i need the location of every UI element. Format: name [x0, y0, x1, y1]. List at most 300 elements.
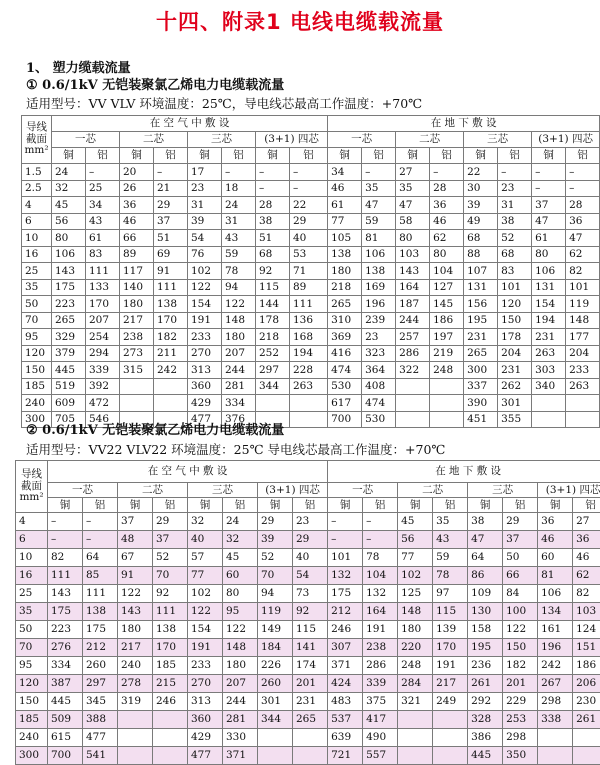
- ampacity-cell: 64: [83, 549, 118, 567]
- ampacity-cell: 429: [188, 395, 222, 412]
- cross-section-cell: 35: [22, 279, 52, 296]
- header-copper: 铜: [398, 498, 433, 513]
- ampacity-cell: –: [256, 164, 290, 181]
- ampacity-cell: 337: [464, 378, 498, 395]
- ampacity-cell: 184: [258, 639, 293, 657]
- ampacity-cell: 102: [188, 585, 223, 603]
- header-aluminum: 铝: [430, 148, 464, 164]
- ampacity-cell: 340: [532, 378, 566, 395]
- ampacity-cell: [396, 411, 430, 428]
- ampacity-cell: 178: [498, 329, 532, 346]
- ampacity-cell: 82: [573, 585, 600, 603]
- table-row: [16, 549, 600, 567]
- header-copper: 铜: [328, 148, 362, 164]
- ampacity-cell: 138: [83, 603, 118, 621]
- table-row: [22, 197, 600, 214]
- header-copper: 铜: [396, 148, 430, 164]
- ampacity-cell: 119: [566, 296, 600, 313]
- cross-section-cell: 95: [22, 329, 52, 346]
- ampacity-cell: 32: [223, 531, 258, 549]
- cross-section-cell: 150: [16, 693, 48, 711]
- ampacity-cell: 242: [538, 657, 573, 675]
- ampacity-cell: 107: [464, 263, 498, 280]
- ampacity-cell: 170: [433, 639, 468, 657]
- ampacity-cell: 104: [363, 567, 398, 585]
- ampacity-cell: [154, 378, 188, 395]
- header-one-core: 一芯: [328, 483, 398, 498]
- ampacity-cell: 70: [258, 567, 293, 585]
- ampacity-cell: 46: [328, 180, 362, 197]
- ampacity-cell: 286: [363, 657, 398, 675]
- ampacity-cell: 175: [328, 585, 363, 603]
- ampacity-cell: [430, 411, 464, 428]
- ampacity-cell: 36: [430, 197, 464, 214]
- ampacity-cell: [118, 711, 153, 729]
- ampacity-cell: 124: [573, 621, 600, 639]
- ampacity-cell: 22: [290, 197, 328, 214]
- ampacity-cell: 31: [222, 213, 256, 230]
- ampacity-cell: 119: [258, 603, 293, 621]
- header-underground: 在 地 下 敷 设: [328, 116, 600, 132]
- cross-section-cell: 70: [16, 639, 48, 657]
- ampacity-cell: 141: [293, 639, 328, 657]
- ampacity-cell: 477: [83, 729, 118, 747]
- table-row: [16, 693, 600, 711]
- header-three-core: 三芯: [464, 132, 532, 148]
- section-heading: 1、 塑力缆载流量: [26, 61, 131, 76]
- ampacity-cell: 43: [433, 531, 468, 549]
- ampacity-cell: [293, 747, 328, 765]
- ampacity-cell: [398, 711, 433, 729]
- table-row: [22, 362, 600, 379]
- ampacity-cell: 64: [468, 549, 503, 567]
- ampacity-cell: [153, 711, 188, 729]
- ampacity-cell: 38: [498, 213, 532, 230]
- ampacity-cell: 260: [83, 657, 118, 675]
- ampacity-cell: 230: [573, 693, 600, 711]
- ampacity-cell: 80: [430, 246, 464, 263]
- ampacity-cell: 329: [52, 329, 86, 346]
- ampacity-cell: 94: [222, 279, 256, 296]
- ampacity-cell: 40: [293, 549, 328, 567]
- ampacity-cell: 40: [188, 531, 223, 549]
- header-four-core: (3+1) 四芯: [258, 483, 328, 498]
- ampacity-cell: 386: [468, 729, 503, 747]
- ampacity-cell: 52: [498, 230, 532, 247]
- ampacity-cell: 207: [223, 675, 258, 693]
- table-row: [22, 164, 600, 181]
- ampacity-cell: 408: [362, 378, 396, 395]
- cross-section-cell: 150: [22, 362, 52, 379]
- cross-section-cell: 300: [16, 747, 48, 765]
- ampacity-cell: 344: [256, 378, 290, 395]
- ampacity-cell: 226: [258, 657, 293, 675]
- ampacity-cell: 28: [566, 197, 600, 214]
- ampacity-cell: 323: [362, 345, 396, 362]
- header-copper: 铜: [464, 148, 498, 164]
- table-row: [16, 531, 600, 549]
- ampacity-cell: 292: [468, 693, 503, 711]
- header-aluminum: 铝: [154, 148, 188, 164]
- table-row: [22, 230, 600, 247]
- ampacity-cell: 82: [48, 549, 83, 567]
- ampacity-cell: –: [498, 164, 532, 181]
- header-copper: 铜: [256, 148, 290, 164]
- ampacity-cell: 138: [154, 296, 188, 313]
- ampacity-cell: 56: [398, 531, 433, 549]
- ampacity-cell: 45: [398, 513, 433, 531]
- ampacity-cell: 187: [396, 296, 430, 313]
- header-four-core: (3+1) 四芯: [538, 483, 600, 498]
- ampacity-cell: 115: [293, 621, 328, 639]
- ampacity-cell: 66: [503, 567, 538, 585]
- ampacity-cell: 182: [503, 657, 538, 675]
- header-in-air: 在 空 气 中 敷 设: [52, 116, 328, 132]
- ampacity-cell: 122: [503, 621, 538, 639]
- cross-section-cell: 10: [22, 230, 52, 247]
- ampacity-cell: 122: [188, 279, 222, 296]
- ampacity-cell: 43: [222, 230, 256, 247]
- ampacity-cell: [256, 395, 290, 412]
- ampacity-cell: 51: [154, 230, 188, 247]
- page-title: 十四、附录1 电线电缆载流量: [156, 10, 444, 34]
- ampacity-cell: 58: [396, 213, 430, 230]
- ampacity-cell: 217: [118, 639, 153, 657]
- cross-section-cell: 25: [16, 585, 48, 603]
- ampacity-cell: 215: [153, 675, 188, 693]
- cross-section-cell: 240: [16, 729, 48, 747]
- ampacity-cell: 541: [83, 747, 118, 765]
- ampacity-cell: 103: [573, 603, 600, 621]
- header-aluminum: 铝: [503, 498, 538, 513]
- table-row: [16, 729, 600, 747]
- ampacity-cell: 27: [573, 513, 600, 531]
- ampacity-cell: 40: [290, 230, 328, 247]
- ampacity-cell: 133: [86, 279, 120, 296]
- ampacity-cell: 530: [362, 411, 396, 428]
- ampacity-cell: 537: [328, 711, 363, 729]
- ampacity-cell: 80: [52, 230, 86, 247]
- header-underground: 在 地 下 敷 设: [328, 461, 600, 483]
- ampacity-cell: 127: [430, 279, 464, 296]
- header-copper: 铜: [188, 148, 222, 164]
- ampacity-cell: 177: [566, 329, 600, 346]
- ampacity-cell: 218: [328, 279, 362, 296]
- ampacity-cell: 134: [538, 603, 573, 621]
- ampacity-cell: 355: [498, 411, 532, 428]
- ampacity-cell: 220: [398, 639, 433, 657]
- ampacity-cell: –: [566, 164, 600, 181]
- header-one-core: 一芯: [328, 132, 396, 148]
- ampacity-cell: –: [532, 164, 566, 181]
- ampacity-cell: 104: [430, 263, 464, 280]
- ampacity-cell: 206: [573, 675, 600, 693]
- ampacity-cell: 106: [52, 246, 86, 263]
- cross-section-cell: 185: [16, 711, 48, 729]
- ampacity-cell: 78: [222, 263, 256, 280]
- ampacity-cell: 169: [362, 279, 396, 296]
- header-aluminum: 铝: [290, 148, 328, 164]
- ampacity-cell: 115: [256, 279, 290, 296]
- ampacity-cell: –: [48, 531, 83, 549]
- ampacity-cell: 24: [222, 197, 256, 214]
- ampacity-cell: 109: [468, 585, 503, 603]
- ampacity-cell: 143: [118, 603, 153, 621]
- ampacity-cell: 477: [188, 747, 223, 765]
- ampacity-cell: 180: [328, 263, 362, 280]
- cross-section-cell: 300: [22, 411, 52, 428]
- header-copper: 铜: [52, 148, 86, 164]
- ampacity-cell: 387: [48, 675, 83, 693]
- ampacity-cell: –: [363, 513, 398, 531]
- ampacity-cell: –: [362, 164, 396, 181]
- header-copper: 铜: [468, 498, 503, 513]
- ampacity-cell: 148: [566, 312, 600, 329]
- header-one-core: 一芯: [52, 132, 120, 148]
- ampacity-cell: 246: [328, 621, 363, 639]
- ampacity-cell: 70: [153, 567, 188, 585]
- ampacity-cell: 178: [256, 312, 290, 329]
- ampacity-cell: 111: [153, 603, 188, 621]
- ampacity-cell: [566, 411, 600, 428]
- ampacity-cell: 424: [328, 675, 363, 693]
- ampacity-cell: 39: [188, 213, 222, 230]
- ampacity-cell: 257: [396, 329, 430, 346]
- ampacity-cell: [433, 747, 468, 765]
- ampacity-cell: 32: [52, 180, 86, 197]
- ampacity-cell: 721: [328, 747, 363, 765]
- cross-section-cell: 240: [22, 395, 52, 412]
- ampacity-cell: 445: [48, 693, 83, 711]
- ampacity-cell: 49: [464, 213, 498, 230]
- header-conductor: 导线 截面 mm²: [22, 116, 52, 164]
- ampacity-cell: 195: [468, 639, 503, 657]
- ampacity-cell: 29: [503, 513, 538, 531]
- ampacity-cell: –: [328, 531, 363, 549]
- ampacity-cell: 67: [118, 549, 153, 567]
- ampacity-cell: 474: [328, 362, 362, 379]
- ampacity-cell: 416: [328, 345, 362, 362]
- ampacity-cell: 185: [153, 657, 188, 675]
- ampacity-cell: 240: [118, 657, 153, 675]
- ampacity-cell: 148: [398, 603, 433, 621]
- header-conductor: 导线 截面 mm²: [16, 461, 48, 513]
- ampacity-cell: 223: [48, 621, 83, 639]
- ampacity-cell: 164: [363, 603, 398, 621]
- table2-models: 适用型号：VV22 VLV22 环境温度：25℃ 导电线芯最高工作温度：+70℃: [26, 442, 446, 457]
- ampacity-cell: [118, 747, 153, 765]
- ampacity-cell: 78: [363, 549, 398, 567]
- ampacity-cell: 47: [362, 197, 396, 214]
- ampacity-cell: 34: [328, 164, 362, 181]
- ampacity-cell: 483: [328, 693, 363, 711]
- ampacity-cell: 111: [290, 296, 328, 313]
- ampacity-cell: 30: [464, 180, 498, 197]
- ampacity-cell: 180: [222, 329, 256, 346]
- table-row: [16, 711, 600, 729]
- ampacity-cell: 82: [566, 263, 600, 280]
- ampacity-cell: 125: [398, 585, 433, 603]
- header-three-core: 三芯: [468, 483, 538, 498]
- ampacity-cell: 197: [430, 329, 464, 346]
- ampacity-cell: 249: [433, 693, 468, 711]
- ampacity-cell: 62: [573, 567, 600, 585]
- ampacity-cell: 139: [433, 621, 468, 639]
- ampacity-cell: 262: [498, 378, 532, 395]
- ampacity-cell: 36: [573, 531, 600, 549]
- ampacity-cell: 207: [222, 345, 256, 362]
- ampacity-cell: 490: [363, 729, 398, 747]
- ampacity-cell: 204: [498, 345, 532, 362]
- ampacity-cell: 29: [153, 513, 188, 531]
- ampacity-cell: 164: [396, 279, 430, 296]
- ampacity-cell: 639: [328, 729, 363, 747]
- header-three-core: 三芯: [188, 483, 258, 498]
- ampacity-cell: 194: [290, 345, 328, 362]
- ampacity-table-1: [21, 115, 600, 428]
- cross-section-cell: 1.5: [22, 164, 52, 181]
- ampacity-cell: [290, 395, 328, 412]
- cross-section-cell: 120: [16, 675, 48, 693]
- ampacity-cell: –: [83, 513, 118, 531]
- cross-section-cell: 16: [16, 567, 48, 585]
- ampacity-cell: 300: [464, 362, 498, 379]
- ampacity-cell: –: [48, 513, 83, 531]
- ampacity-cell: [573, 747, 600, 765]
- ampacity-cell: [153, 729, 188, 747]
- ampacity-cell: 429: [188, 729, 223, 747]
- ampacity-cell: 338: [538, 711, 573, 729]
- ampacity-cell: 73: [293, 585, 328, 603]
- ampacity-cell: 151: [573, 639, 600, 657]
- ampacity-cell: –: [154, 164, 188, 181]
- ampacity-cell: 77: [398, 549, 433, 567]
- ampacity-cell: –: [256, 180, 290, 197]
- ampacity-cell: 217: [433, 675, 468, 693]
- ampacity-cell: 29: [293, 531, 328, 549]
- ampacity-cell: 25: [86, 180, 120, 197]
- ampacity-cell: 117: [120, 263, 154, 280]
- header-aluminum: 铝: [223, 498, 258, 513]
- ampacity-cell: 23: [362, 329, 396, 346]
- ampacity-cell: 143: [48, 585, 83, 603]
- ampacity-cell: 115: [433, 603, 468, 621]
- header-two-core: 二芯: [118, 483, 188, 498]
- ampacity-cell: 174: [293, 657, 328, 675]
- ampacity-cell: 145: [430, 296, 464, 313]
- ampacity-cell: 313: [188, 693, 223, 711]
- ampacity-cell: 371: [223, 747, 258, 765]
- ampacity-cell: 217: [120, 312, 154, 329]
- ampacity-cell: 244: [222, 362, 256, 379]
- table-row: [22, 312, 600, 329]
- ampacity-cell: 120: [498, 296, 532, 313]
- ampacity-cell: 297: [256, 362, 290, 379]
- header-copper: 铜: [258, 498, 293, 513]
- ampacity-cell: 233: [188, 329, 222, 346]
- ampacity-cell: –: [532, 180, 566, 197]
- ampacity-cell: 101: [498, 279, 532, 296]
- ampacity-cell: 43: [86, 213, 120, 230]
- ampacity-cell: 46: [538, 531, 573, 549]
- ampacity-cell: [154, 395, 188, 412]
- ampacity-cell: 130: [468, 603, 503, 621]
- ampacity-cell: 149: [258, 621, 293, 639]
- ampacity-cell: 138: [362, 263, 396, 280]
- ampacity-cell: 46: [573, 549, 600, 567]
- header-aluminum: 铝: [363, 498, 398, 513]
- ampacity-cell: 23: [293, 513, 328, 531]
- ampacity-cell: 223: [52, 296, 86, 313]
- ampacity-cell: 86: [468, 567, 503, 585]
- ampacity-cell: 218: [256, 329, 290, 346]
- ampacity-cell: 31: [188, 197, 222, 214]
- ampacity-cell: 68: [498, 246, 532, 263]
- header-copper: 铜: [328, 498, 363, 513]
- header-four-core: (3+1) 四芯: [256, 132, 328, 148]
- ampacity-cell: 131: [464, 279, 498, 296]
- ampacity-cell: 85: [83, 567, 118, 585]
- ampacity-cell: 231: [293, 693, 328, 711]
- ampacity-cell: 170: [86, 296, 120, 313]
- ampacity-cell: 180: [398, 621, 433, 639]
- ampacity-cell: 27: [396, 164, 430, 181]
- header-copper: 铜: [48, 498, 83, 513]
- ampacity-cell: 138: [153, 621, 188, 639]
- ampacity-cell: 330: [223, 729, 258, 747]
- ampacity-cell: 284: [398, 675, 433, 693]
- header-one-core: 一芯: [48, 483, 118, 498]
- ampacity-cell: 617: [328, 395, 362, 412]
- ampacity-cell: 20: [120, 164, 154, 181]
- ampacity-cell: 76: [188, 246, 222, 263]
- ampacity-cell: 244: [223, 693, 258, 711]
- header-copper: 铜: [538, 498, 573, 513]
- ampacity-cell: 546: [86, 411, 120, 428]
- ampacity-cell: 51: [256, 230, 290, 247]
- ampacity-cell: 261: [573, 711, 600, 729]
- header-aluminum: 铝: [293, 498, 328, 513]
- ampacity-cell: 92: [256, 263, 290, 280]
- ampacity-cell: 138: [328, 246, 362, 263]
- ampacity-cell: 28: [256, 197, 290, 214]
- ampacity-cell: [573, 729, 600, 747]
- table-row: [22, 180, 600, 197]
- header-aluminum: 铝: [83, 498, 118, 513]
- table-row: [16, 567, 600, 585]
- ampacity-cell: 35: [396, 180, 430, 197]
- table-row: [22, 395, 600, 412]
- header-copper: 铜: [118, 498, 153, 513]
- ampacity-cell: 46: [430, 213, 464, 230]
- ampacity-cell: 59: [222, 246, 256, 263]
- ampacity-cell: [120, 378, 154, 395]
- ampacity-cell: 263: [532, 345, 566, 362]
- header-aluminum: 铝: [362, 148, 396, 164]
- ampacity-cell: 186: [573, 657, 600, 675]
- ampacity-cell: 57: [188, 549, 223, 567]
- header-aluminum: 铝: [222, 148, 256, 164]
- ampacity-cell: 132: [328, 567, 363, 585]
- table-row: [22, 345, 600, 362]
- ampacity-cell: 80: [223, 585, 258, 603]
- cross-section-cell: 6: [16, 531, 48, 549]
- ampacity-cell: 345: [83, 693, 118, 711]
- header-copper: 铜: [120, 148, 154, 164]
- table-row: [16, 657, 600, 675]
- ampacity-cell: 364: [362, 362, 396, 379]
- ampacity-cell: 252: [256, 345, 290, 362]
